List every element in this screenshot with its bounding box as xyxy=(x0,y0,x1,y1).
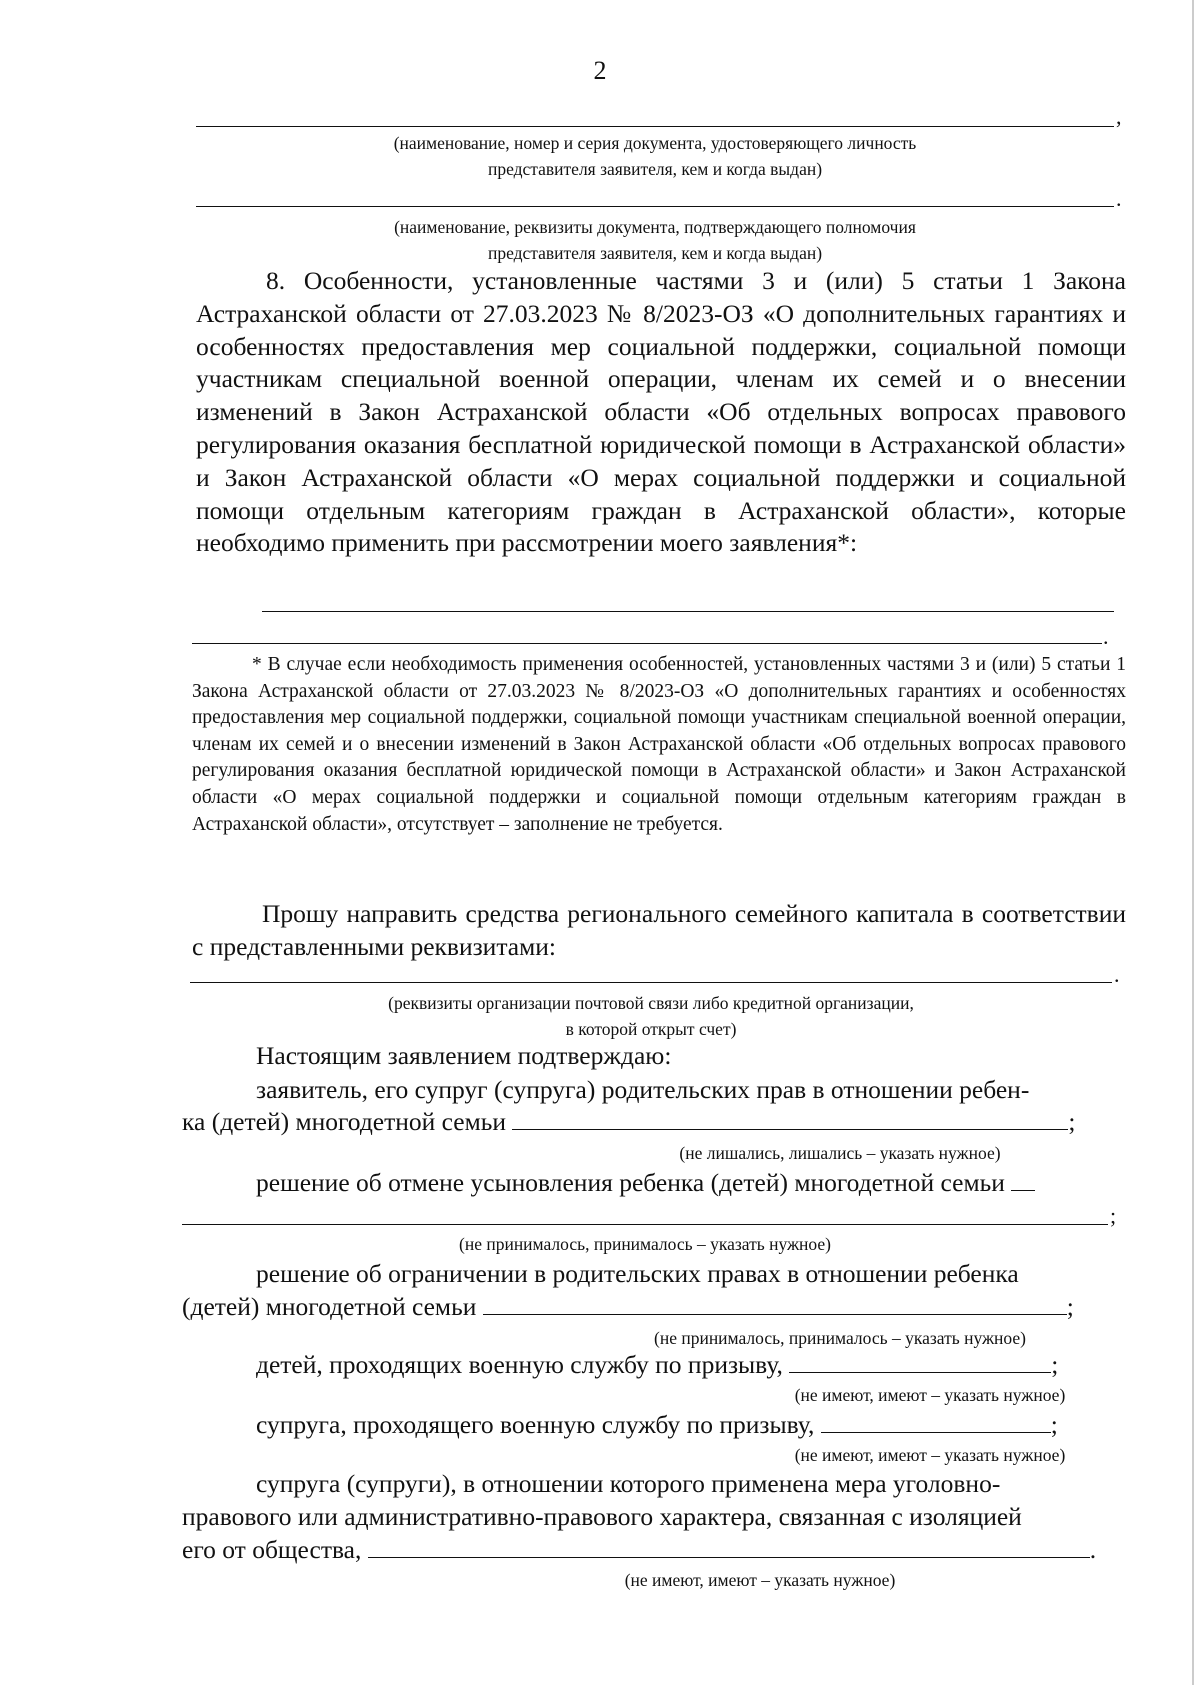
rep-id-hint: (наименование, номер и серия документа, удостоверяющего личность представителя заявителя, кем и когда выдан) xyxy=(393,133,917,179)
item6-line2: правового или административно-правового характера, связанная с изоляцией xyxy=(182,1502,1022,1531)
footnote: * В случае если необходимость применения особенностей, установленных частями 3 и (или) 5 статьи 1 Закона Астраханской области от 27.03.2023 № 8/2023-ОЗ «О дополнительных гарантиях и особенностях предоставления мер социальной поддержки, социальной помощи участникам специальной военной операции, членам их семей и о внесении изменений в Закон Астраханской области «Об отдельных вопросах правового регулирования оказания бесплатной юридической помощи в Астраханской области» и Закон Астраханской области «О мерах социальной поддержки и социальной помощи отдельным категориям граждан в Астраханской области», отсутствует – заполнение не требуется. xyxy=(192,654,1126,835)
spouse-isolation-field[interactable] xyxy=(368,1535,1090,1558)
item2-hint: (не принималось, принималось – указать нужное) xyxy=(459,1234,831,1254)
request-paragraph: Прошу направить средства регионального семейного капитала в соответствии с представленными реквизитами: xyxy=(192,899,1126,961)
adoption-cancel-field-2[interactable] xyxy=(182,1224,1108,1225)
spouse-service-field[interactable] xyxy=(821,1410,1051,1433)
item6-hint: (не имеют, имеют – указать нужное) xyxy=(624,1570,896,1590)
item6-line3: его от общества, . xyxy=(182,1535,1097,1564)
rep-authority-period: . xyxy=(1116,186,1122,211)
item4-line: детей, проходящих военную службу по призыву, ; xyxy=(256,1350,1059,1379)
item3-hint: (не принималось, принималось – указать нужное) xyxy=(654,1328,1026,1348)
section-8-paragraph: 8. Особенности, установленные частями 3 и (или) 5 статьи 1 Закона Астраханской области от 27.03.2023 № 8/2023-ОЗ «О дополнительных гарантиях и особенностях предоставления мер социальной поддержки, социальной помощи участникам специальной военной операции, членам их семей и о внесении изменений в Закон Астраханской области «Об отдельных вопросах правового регулирования оказания бесплатной юридической помощи в Астраханской области» и Закон Астраханской области «О мерах социальной поддержки и социальной помощи отдельным категориям граждан в Астраханской области», которые необходимо применить при рассмотрении моего заявления*: xyxy=(196,266,1126,558)
special-conditions-field-1[interactable] xyxy=(262,611,1114,612)
bank-details-field[interactable] xyxy=(190,982,1112,983)
item3-line2: (детей) многодетной семьи ; xyxy=(182,1292,1074,1321)
bank-details-hint: (реквизиты организации почтовой связи либо кредитной организации, в которой открыт счет) xyxy=(388,993,914,1039)
special-conditions-period: . xyxy=(1103,624,1109,649)
item3-line1: решение об ограничении в родительских правах в отношении ребенка xyxy=(256,1259,1019,1288)
item5-line: супруга, проходящего военную службу по призыву, ; xyxy=(256,1410,1058,1439)
scan-edge xyxy=(1192,0,1194,1685)
confirm-heading: Настоящим заявлением подтверждаю: xyxy=(256,1041,672,1070)
item2-semicolon: ; xyxy=(1110,1203,1117,1228)
rep-authority-field[interactable] xyxy=(196,206,1114,207)
parental-rights-field[interactable] xyxy=(512,1107,1068,1130)
item5-hint: (не имеют, имеют – указать нужное) xyxy=(794,1445,1066,1465)
item4-hint: (не имеют, имеют – указать нужное) xyxy=(794,1385,1066,1405)
item6-line1: супруга (супруги), в отношении которого применена мера уголовно- xyxy=(256,1469,1001,1498)
page-number: 2 xyxy=(593,56,607,85)
item1-line2: ка (детей) многодетной семьи ; xyxy=(182,1107,1076,1136)
restriction-field[interactable] xyxy=(483,1292,1067,1315)
item2-line1: решение об отмене усыновления ребенка (детей) многодетной семьи xyxy=(256,1168,1035,1198)
children-service-field[interactable] xyxy=(789,1350,1051,1373)
rep-id-comma: , xyxy=(1116,104,1122,129)
rep-id-field[interactable] xyxy=(196,126,1114,127)
special-conditions-field-2[interactable] xyxy=(192,643,1102,644)
item1-hint: (не лишались, лишались – указать нужное) xyxy=(679,1143,1001,1163)
rep-authority-hint: (наименование, реквизиты документа, подтверждающего полномочия представителя заявителя, кем и когда выдан) xyxy=(394,217,916,263)
item1-line1: заявитель, его супруг (супруга) родительских прав в отношении ребен- xyxy=(256,1075,1030,1104)
bank-details-period: . xyxy=(1114,962,1120,987)
adoption-cancel-field-1[interactable] xyxy=(1011,1168,1035,1191)
